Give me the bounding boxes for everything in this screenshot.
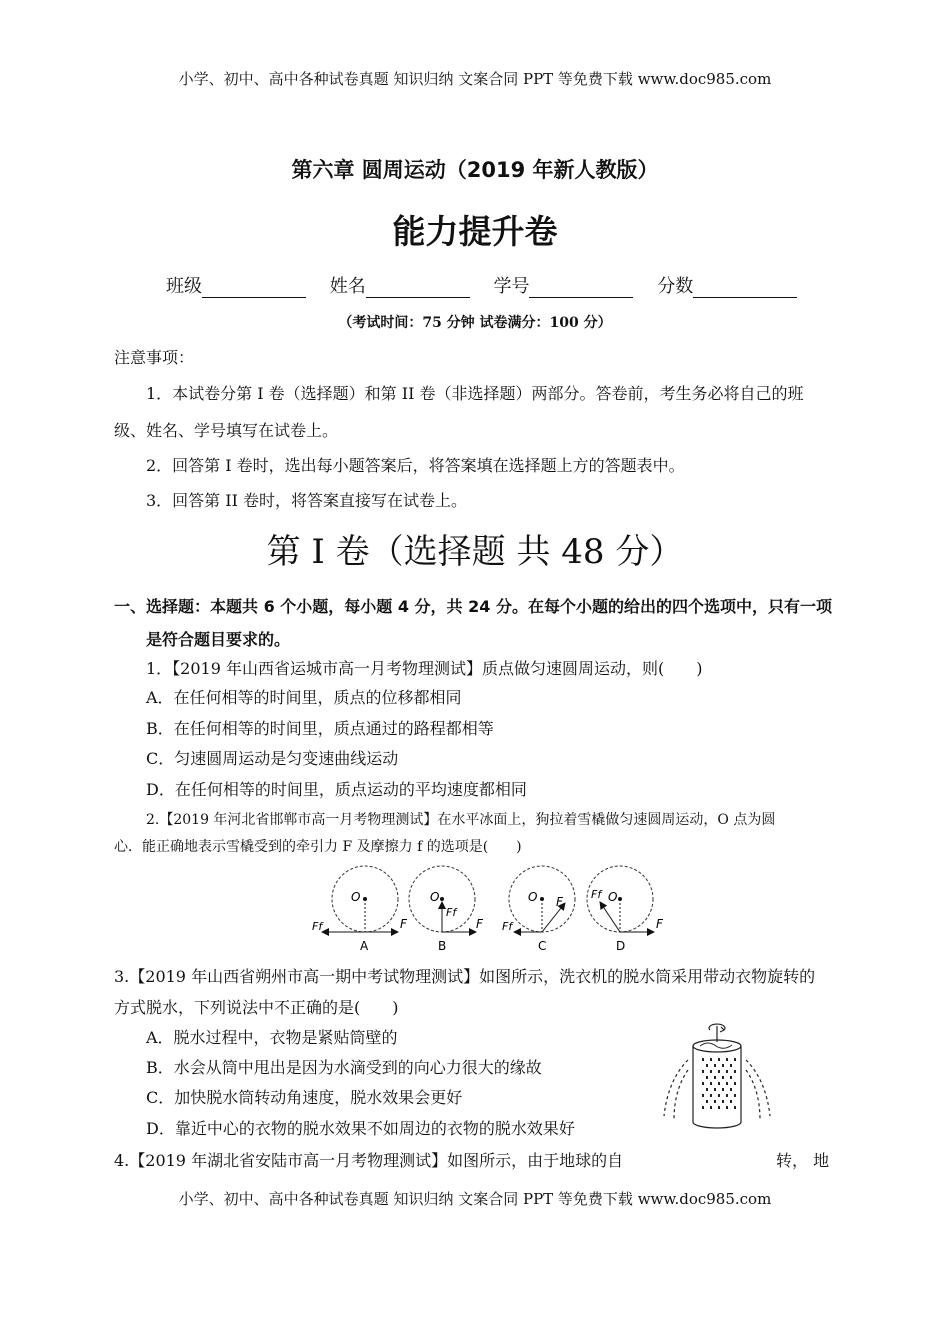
q3-option-d: D．靠近中心的衣物的脱水效果不如周边的衣物的脱水效果好	[146, 1119, 575, 1138]
exam-info: （考试时间：75 分钟 试卷满分：100 分）	[338, 315, 612, 331]
class-label: 班级	[166, 276, 202, 297]
q3-stem-line-1: 3.【2019 年山西省朔州市高一期中考试物理测试】如图所示，洗衣机的脱水筒采用带动衣物旋转的	[114, 967, 816, 986]
score-label: 分数	[657, 276, 694, 297]
notes-title: 注意事项：	[114, 348, 195, 367]
student-info-fields	[166, 272, 815, 298]
q2-diagram-c	[502, 866, 575, 953]
section-title: 第 I 卷（选择题 共 48 分）	[266, 532, 684, 572]
name-blank[interactable]	[366, 279, 470, 298]
center-point	[618, 897, 622, 901]
center-point	[540, 897, 544, 901]
force-f-label: F	[400, 917, 407, 931]
force-f-label: F	[656, 917, 663, 931]
part1-instruction-line-2: 是符合题目要求的。	[146, 630, 291, 649]
q1-option-b: B．在任何相等的时间里，质点通过的路程都相等	[146, 719, 494, 738]
q2-diagram-b	[409, 866, 484, 953]
option-label: A	[360, 939, 369, 953]
force-f-label: F	[556, 895, 563, 909]
center-point	[440, 897, 444, 901]
q3-option-c: C．加快脱水筒转动角速度，脱水效果会更好	[146, 1088, 463, 1107]
friction-label: Ff	[446, 906, 457, 919]
water-trajectory	[664, 1060, 688, 1116]
q1-option-a: A．在任何相等的时间里，质点的位移都相同	[146, 688, 462, 707]
q1-option-c: C．匀速圆周运动是匀变速曲线运动	[146, 749, 399, 768]
friction-arrow	[600, 902, 620, 932]
q2-figure	[308, 862, 672, 956]
q2-stem-line-1: 2.【2019 年河北省邯郸市高一月考物理测试】在水平冰面上，狗拉着雪橇做匀速圆周运动，O 点为圆	[146, 812, 776, 828]
option-label: C	[538, 939, 547, 953]
page-header: 小学、初中、高中各种试卷真题 知识归纳 文案合同 PPT 等免费下载 www.doc985.com	[178, 70, 772, 88]
q3-option-b: B．水会从筒中甩出是因为水滴受到的向心力很大的缘故	[146, 1058, 542, 1077]
force-f-label: F	[476, 917, 483, 931]
option-label: D	[616, 939, 626, 953]
q3-stem-line-2: 方式脱水，下列说法中不正确的是( )	[114, 998, 399, 1017]
friction-label: Ff	[312, 920, 323, 933]
main-title: 能力提升卷	[392, 212, 558, 251]
q1-option-d: D．在任何相等的时间里，质点运动的平均速度都相同	[146, 780, 527, 799]
center-label: O	[351, 890, 361, 904]
q3-drum-figure	[658, 1020, 778, 1146]
q3-option-a: A．脱水过程中，衣物是紧贴筒壁的	[146, 1028, 398, 1047]
score-blank[interactable]	[693, 279, 797, 298]
note-2: 2．回答第 I 卷时，选出每小题答案后，将答案填在选择题上方的答题表中。	[146, 456, 685, 475]
id-label: 学号	[493, 276, 530, 297]
q4-stem-left: 4.【2019 年湖北省安陆市高一月考物理测试】如图所示，由于地球的自	[114, 1151, 624, 1170]
note-1-line-2: 级、姓名、学号填写在试卷上。	[114, 421, 339, 440]
page-footer: 小学、初中、高中各种试卷真题 知识归纳 文案合同 PPT 等免费下载 www.doc985.com	[178, 1190, 772, 1208]
center-label: O	[430, 890, 440, 904]
q2-stem-line-2: 心．能正确地表示雪橇受到的牵引力 F 及摩擦力 f 的选项是( )	[114, 839, 522, 855]
q2-diagram-d	[587, 866, 664, 953]
q1-stem: 1．【2019 年山西省运城市高一月考物理测试】质点做匀速圆周运动，则( )	[146, 659, 703, 678]
center-label: O	[528, 890, 538, 904]
q4-stem-right: 转， 地	[776, 1151, 830, 1170]
chapter-title: 第六章 圆周运动（2019 年新人教版）	[291, 158, 659, 182]
friction-label: Ff	[591, 888, 602, 901]
drum-holes	[702, 1058, 736, 1109]
center-point	[363, 897, 367, 901]
drum-bottom	[693, 1122, 741, 1128]
class-blank[interactable]	[202, 279, 306, 298]
friction-label: Ff	[502, 920, 513, 933]
part1-instruction-line-1: 一、选择题：本题共 6 个小题，每小题 4 分，共 24 分。在每个小题的给出的四个选项中，只有一项	[114, 597, 832, 616]
center-label: O	[608, 890, 618, 904]
option-label: B	[438, 939, 447, 953]
q2-diagram-a	[312, 866, 408, 953]
note-3: 3．回答第 II 卷时，将答案直接写在试卷上。	[146, 491, 467, 510]
name-label: 姓名	[329, 276, 366, 297]
id-blank[interactable]	[529, 279, 633, 298]
note-1-line-1: 1．本试卷分第 I 卷（选择题）和第 II 卷（非选择题）两部分。答卷前，考生务必将自己的班	[146, 384, 804, 403]
